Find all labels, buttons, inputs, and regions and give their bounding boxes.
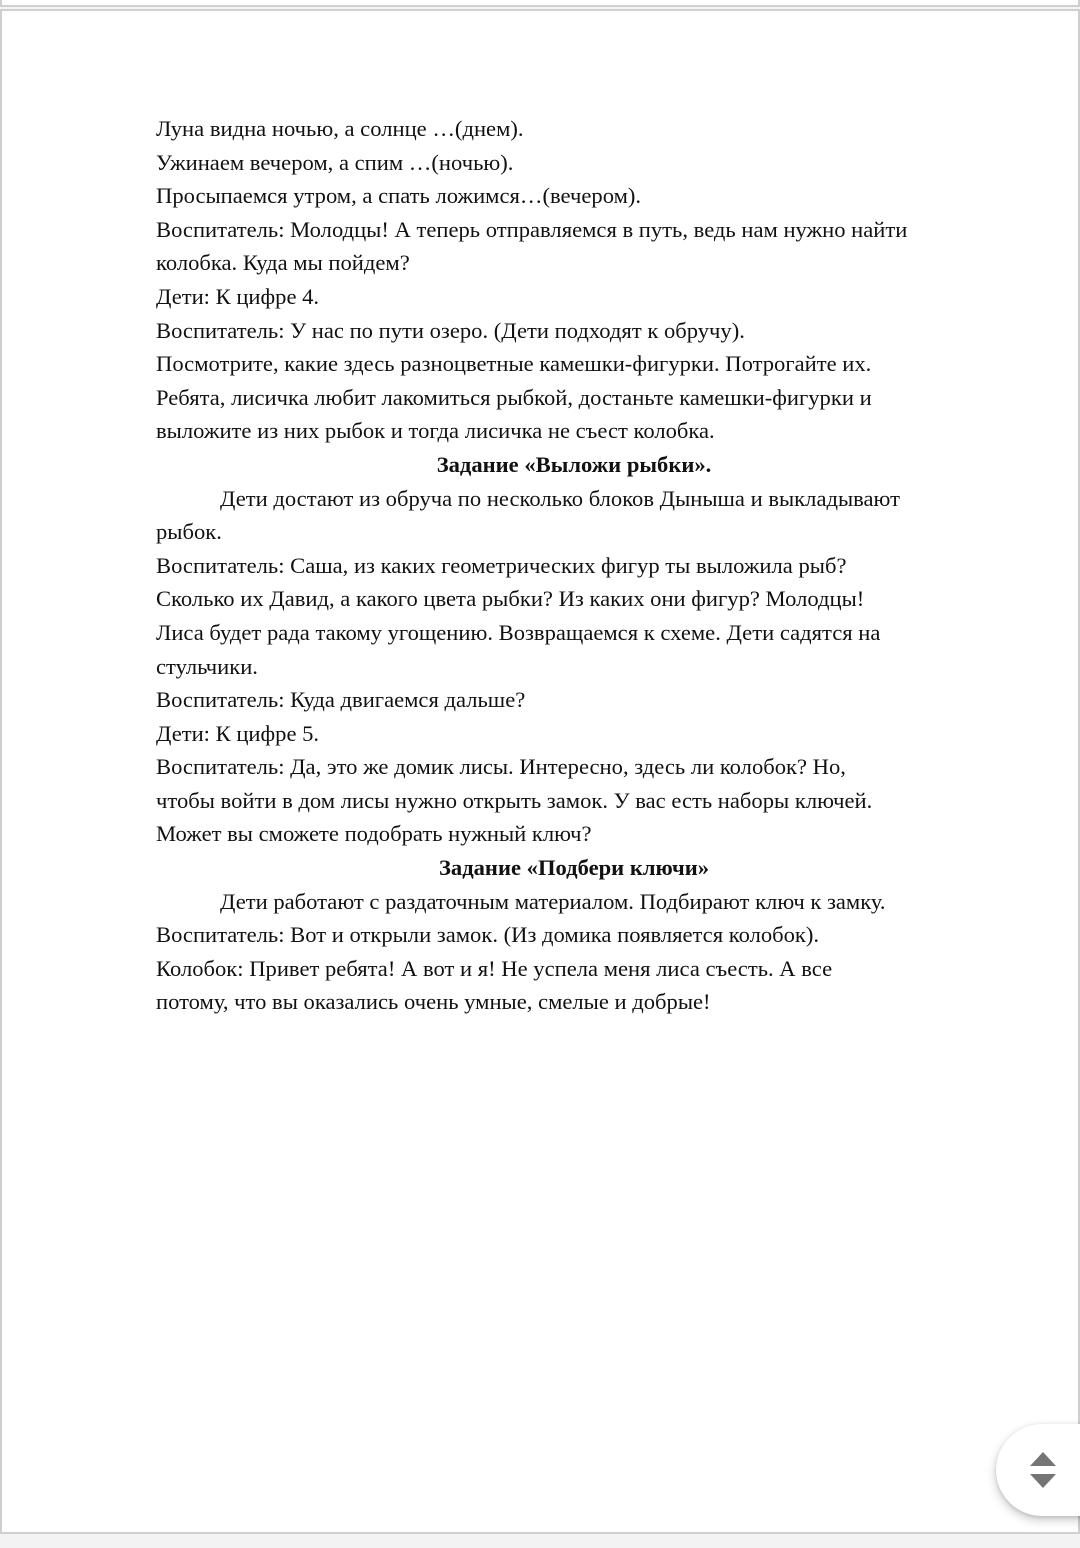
text-line-indented: Дети работают с раздаточным материалом. Подбирают ключ к замку. bbox=[220, 888, 886, 914]
section-heading-task-keys: Задание «Подбери ключи» bbox=[438, 855, 710, 881]
text-line: Колобок: Привет ребята! А вот и я! Не успела меня лиса съесть. А все bbox=[156, 955, 833, 981]
text-line: Ребята, лисичка любит лакомиться рыбкой, достаньте камешки-фигурки и bbox=[156, 384, 872, 410]
text-line: Воспитатель: Куда двигаемся дальше? bbox=[156, 687, 526, 713]
text-line: Воспитатель: Вот и открыли замок. (Из домика появляется колобок). bbox=[156, 922, 820, 948]
text-line: стульчики. bbox=[156, 653, 258, 679]
section-heading-task-fish: Задание «Выложи рыбки». bbox=[436, 451, 712, 477]
text-line: Посмотрите, какие здесь разноцветные камешки-фигурки. Потрогайте их. bbox=[156, 351, 872, 377]
text-line: колобка. Куда мы пойдем? bbox=[156, 250, 410, 276]
text-line: Ужинаем вечером, а спим …(ночью). bbox=[156, 149, 514, 175]
up-down-arrows-icon bbox=[1028, 1450, 1058, 1490]
text-line: Воспитатель: Молодцы! А теперь отправляемся в путь, ведь нам нужно найти bbox=[156, 216, 908, 242]
text-line: Лиса будет рада такому угощению. Возвращаемся к схеме. Дети садятся на bbox=[156, 619, 881, 645]
text-line: Просыпаемся утром, а спать ложимся…(вечером). bbox=[156, 183, 642, 209]
text-line: потому, что вы оказались очень умные, смелые и добрые! bbox=[156, 989, 711, 1015]
text-line: Воспитатель: Саша, из каких геометрических фигур ты выложила рыб? bbox=[156, 552, 847, 578]
text-line: Сколько их Давид, а какого цвета рыбки? Из каких они фигур? Молодцы! bbox=[156, 586, 865, 612]
previous-page-edge bbox=[0, 0, 1080, 7]
text-line: рыбок. bbox=[156, 519, 222, 545]
text-line-indented: Дети достают из обруча по несколько блоков Дыныша и выкладывают bbox=[220, 485, 900, 511]
text-line: чтобы войти в дом лисы нужно открыть замок. У вас есть наборы ключей. bbox=[156, 787, 873, 813]
text-line: выложите из них рыбок и тогда лисичка не съест колобка. bbox=[156, 418, 715, 444]
text-line: Дети: К цифре 4. bbox=[156, 283, 320, 309]
text-line: Дети: К цифре 5. bbox=[156, 720, 320, 746]
text-line: Воспитатель: У нас по пути озеро. (Дети подходят к обручу). bbox=[156, 317, 745, 343]
page-content bbox=[156, 112, 1016, 1019]
text-line: Может вы сможете подобрать нужный ключ? bbox=[156, 821, 592, 847]
text-line: Луна видна ночью, а солнце …(днем). bbox=[156, 116, 524, 141]
page-scroll-button[interactable] bbox=[996, 1424, 1080, 1516]
document-page bbox=[0, 9, 1080, 1534]
text-line: Воспитатель: Да, это же домик лисы. Интересно, здесь ли колобок? Но, bbox=[156, 754, 846, 780]
